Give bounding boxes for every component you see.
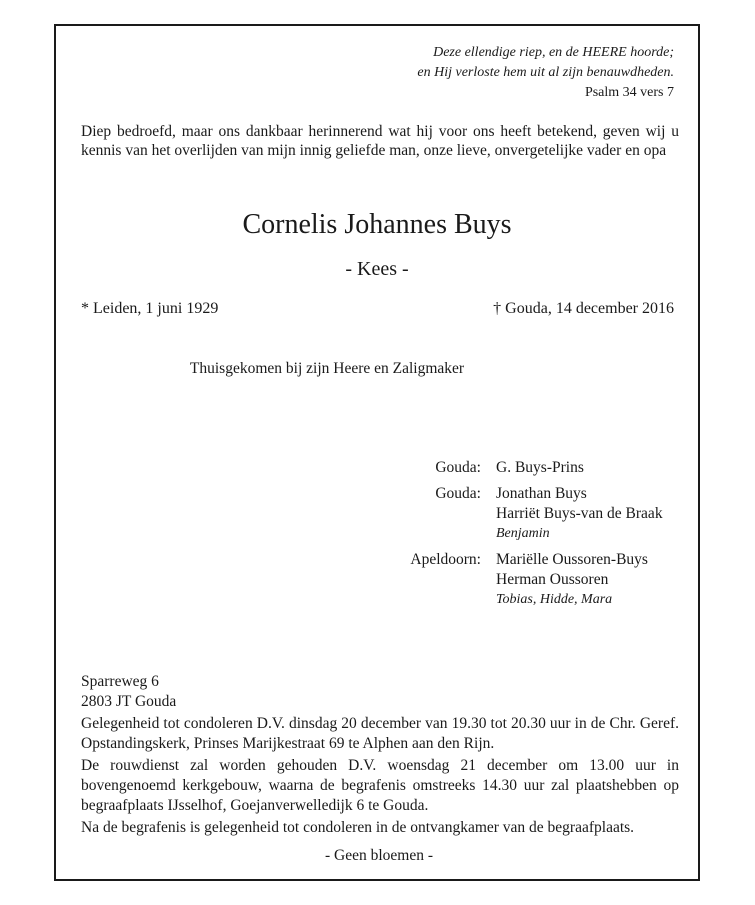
family-group: [356, 550, 663, 610]
funeral-notice: De rouwdienst zal worden gehouden D.V. woensdag 21 december om 13.00 uur in bovengenoemd kerkgebouw, waarna de begrafenis omstreeks 14.30 uur zal plaatshebben op begraafplaats IJsselhof, Goejanverwelledijk 6 te Gouda.: [81, 757, 679, 814]
family-children: Benjamin: [496, 526, 550, 541]
death-line: † Gouda, 14 december 2016: [493, 300, 674, 317]
family-place: Gouda:: [435, 485, 481, 502]
family-member: Jonathan Buys: [496, 485, 587, 502]
address-street: Sparreweg 6: [81, 673, 159, 690]
family-list: [356, 458, 663, 616]
deceased-nickname: - Kees -: [345, 258, 409, 280]
after-funeral-notice: Na de begrafenis is gelegenheid tot condoleren in de ontvangkamer van de begraafplaats.: [81, 819, 635, 836]
verse-line-2: en Hij verloste hem uit al zijn benauwdheden.: [417, 65, 674, 80]
family-place: Apeldoorn:: [410, 551, 481, 568]
notices-block: [81, 714, 679, 840]
address-block: [81, 672, 176, 712]
condolence-notice: Gelegenheid tot condoleren D.V. dinsdag 20 december van 19.30 tot 20.30 uur in de Chr. Geref. Opstandingskerk, Prinses Marijkestraat 69 te Alphen aan den Rijn.: [81, 715, 679, 752]
family-place: Gouda:: [435, 459, 481, 476]
verse-line-1: Deze ellendige riep, en de HEERE hoorde;: [433, 45, 674, 60]
obituary-card: [54, 24, 700, 881]
family-member: Herman Oussoren: [496, 571, 609, 588]
family-member: Mariëlle Oussoren-Buys: [496, 551, 648, 568]
deceased-name: Cornelis Johannes Buys: [242, 209, 512, 240]
family-children: Tobias, Hidde, Mara: [496, 592, 613, 607]
bible-verse: [417, 43, 674, 103]
no-flowers-note: - Geen bloemen -: [324, 847, 434, 864]
family-member: Harriët Buys-van de Braak: [496, 505, 663, 522]
birth-line: * Leiden, 1 juni 1929: [81, 300, 219, 317]
homecoming-text: Thuisgekomen bij zijn Heere en Zaligmaker: [189, 360, 465, 377]
intro-text: Diep bedroefd, maar ons dankbaar herinnerend wat hij voor ons heeft betekend, geven wij u kennis van het overlijden van mijn innig geliefde man, onze lieve, onvergetelijke vader en opa: [81, 123, 679, 159]
verse-reference: Psalm 34 vers 7: [584, 85, 674, 100]
family-member: G. Buys-Prins: [496, 459, 584, 476]
address-city: 2803 JT Gouda: [81, 693, 177, 710]
family-group: [356, 484, 663, 544]
family-group: [356, 458, 663, 478]
